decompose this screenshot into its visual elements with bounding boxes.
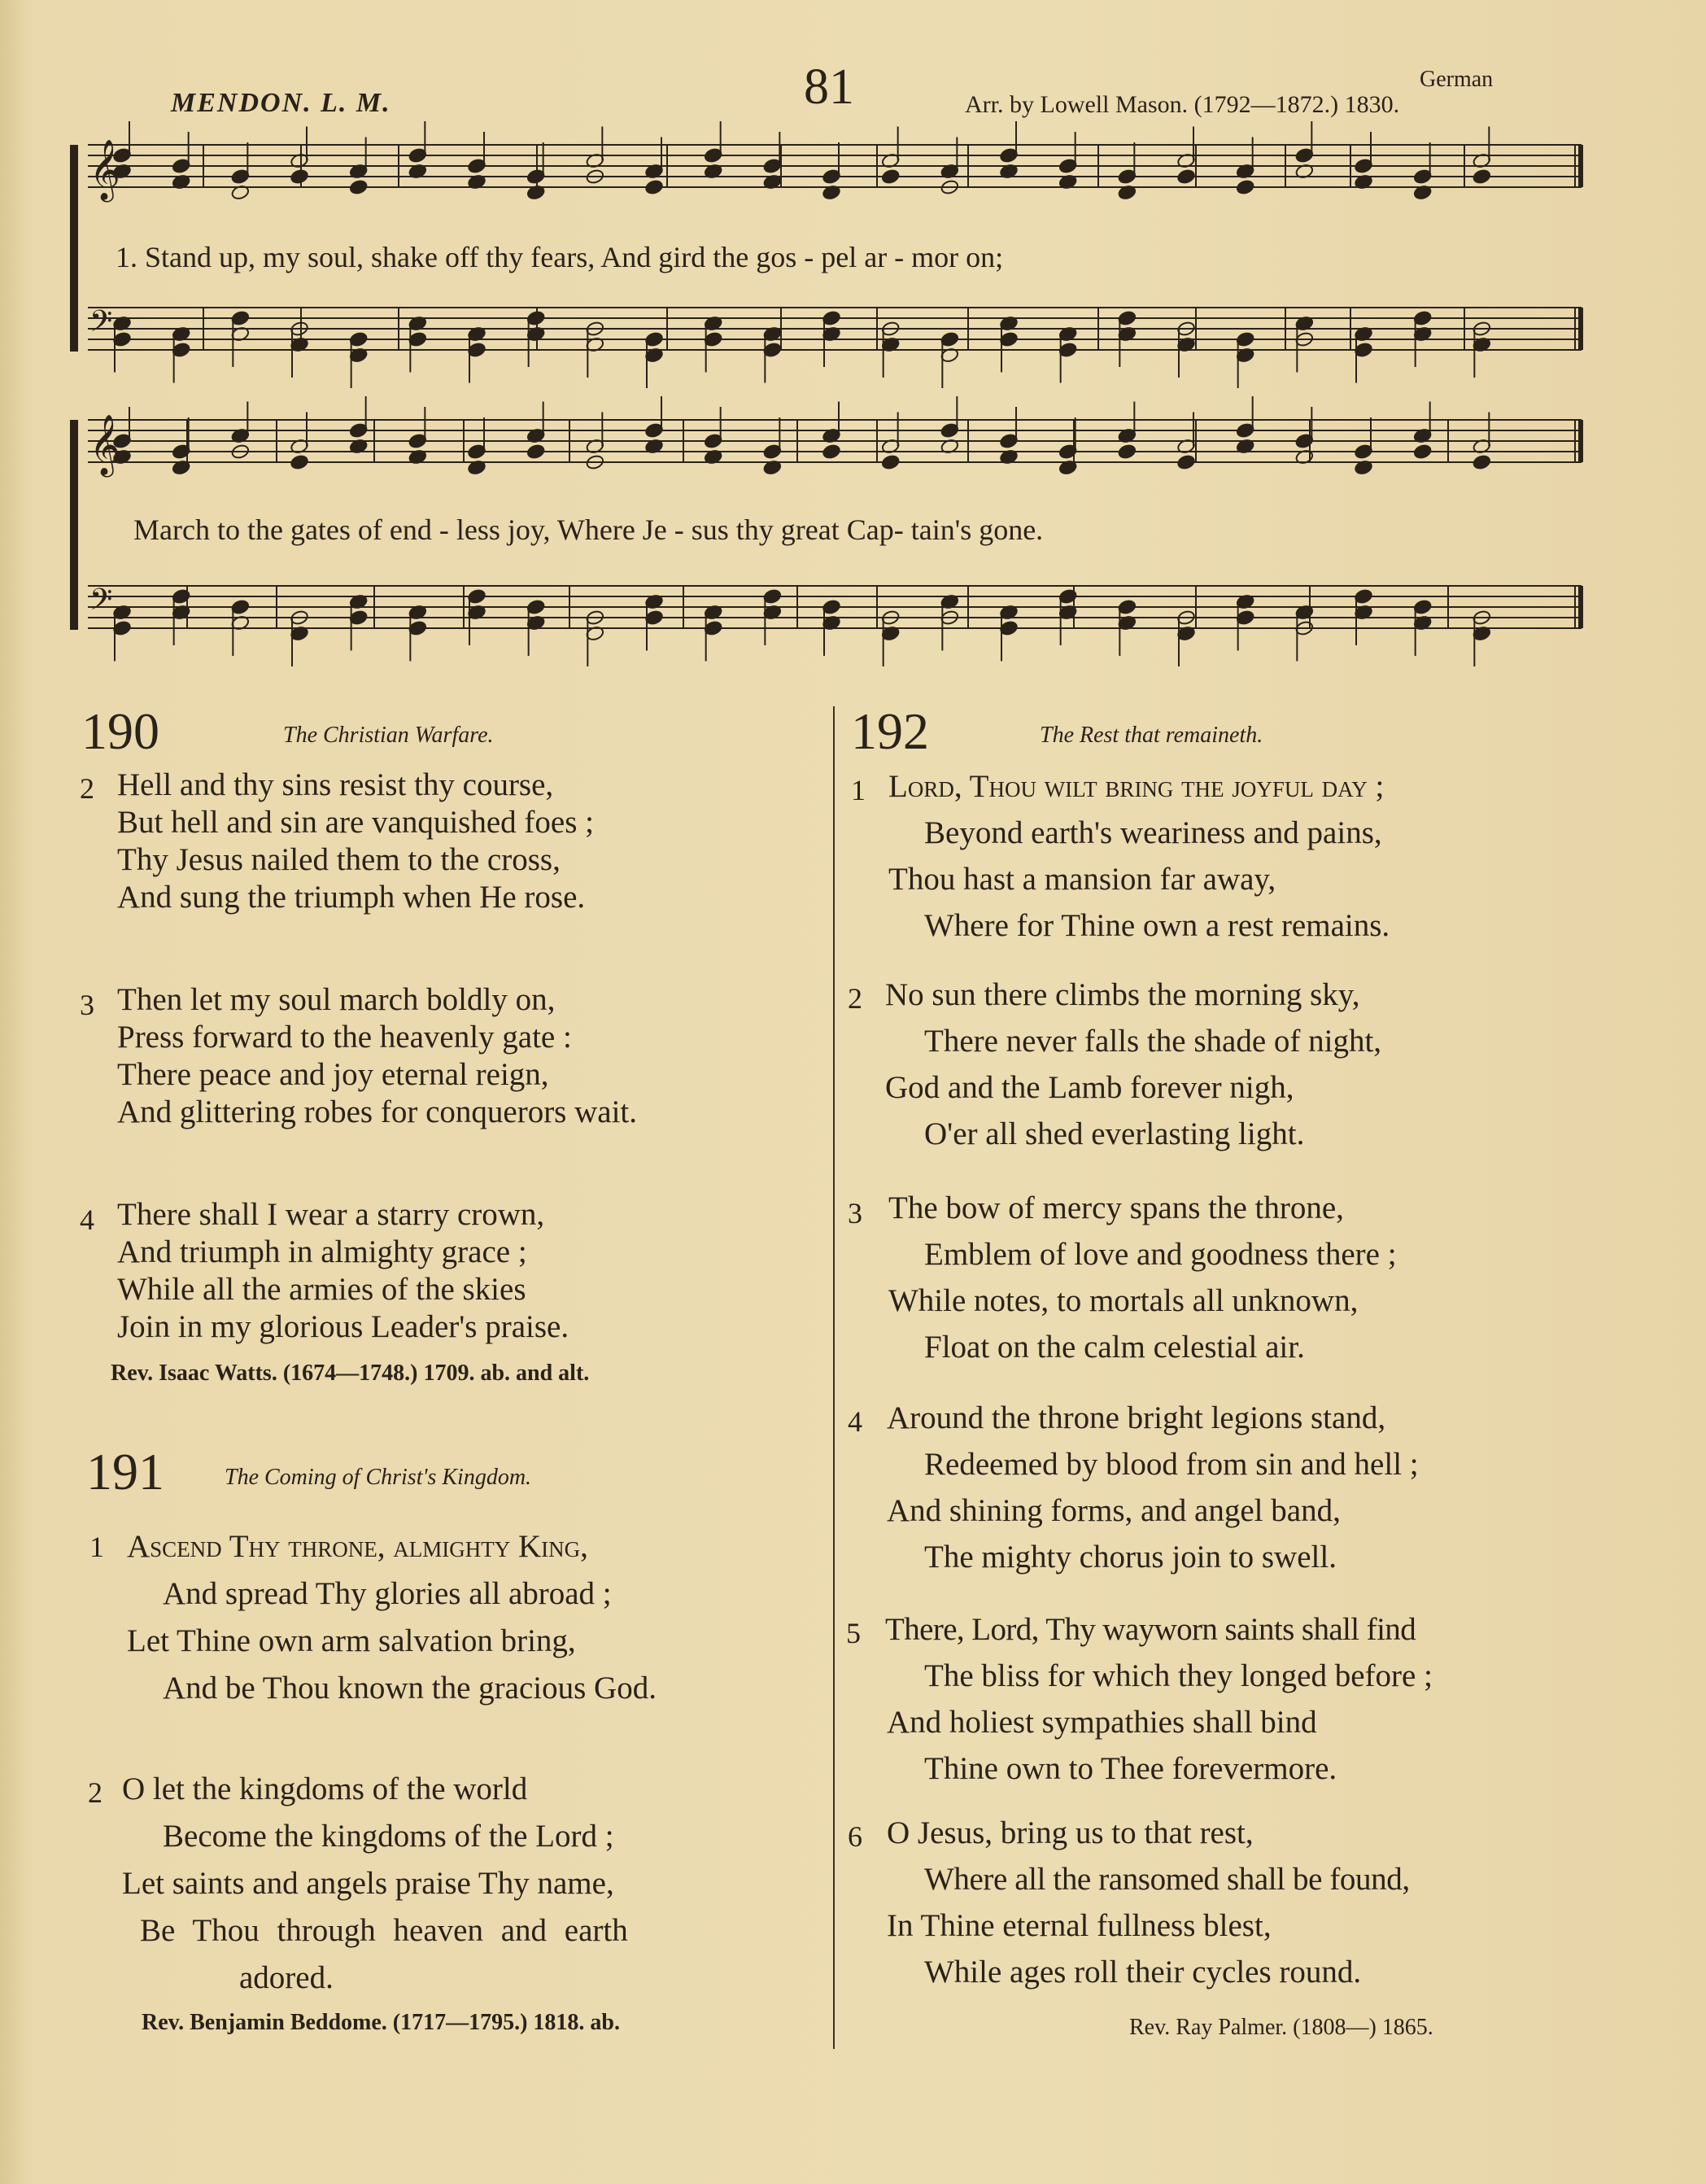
verse-line: Then let my soul march boldly on, xyxy=(117,982,556,1017)
verse-line: Let saints and angels praise Thy name, xyxy=(122,1866,614,1901)
verse-line: The bliss for which they longed before ; xyxy=(924,1658,1433,1693)
verse-line: The bow of mercy spans the throne, xyxy=(888,1190,1344,1225)
note-head xyxy=(1176,168,1196,185)
lyric-line-2: March to the gates of end - less joy, Where Je - sus thy great Cap- tain's gone. xyxy=(133,513,1044,546)
treble-clef: 𝄞 xyxy=(89,415,120,475)
verse-number: 2 xyxy=(80,772,94,805)
verse-line: Thine own to Thee forevermore. xyxy=(924,1751,1337,1786)
bass-clef: 𝄢 xyxy=(89,304,113,346)
verse-number: 5 xyxy=(846,1617,861,1649)
note-head xyxy=(1118,443,1137,460)
system-brace xyxy=(70,145,78,352)
lyric-line-1: 1. Stand up, my soul, shake off thy fears, And gird the gos - pel ar - mor on; xyxy=(116,241,1004,273)
verse-line: And sung the triumph when He rose. xyxy=(117,880,586,915)
end-bar-thick xyxy=(1578,145,1583,187)
note-head xyxy=(881,454,901,470)
note-head xyxy=(881,168,901,185)
verse-line: But hell and sin are vanquished foes ; xyxy=(117,805,594,840)
verse-line: While all the armies of the skies xyxy=(117,1272,526,1307)
hymn-number: 192 xyxy=(851,702,929,760)
verse-line: Where all the ransomed shall be found, xyxy=(924,1862,1410,1897)
verse-number: 1 xyxy=(851,774,866,806)
note-head xyxy=(822,443,841,460)
note-head xyxy=(526,443,546,460)
note-head xyxy=(1473,168,1492,185)
hymn-title: The Rest that remaineth. xyxy=(1040,723,1263,748)
verse-line: Lord, Thou wilt bring the joyful day ; xyxy=(888,769,1385,804)
tune-name: MENDON. L. M. xyxy=(171,88,391,118)
note-head xyxy=(1413,443,1433,460)
verse-number: 1 xyxy=(89,1531,104,1563)
verse-line: Ascend Thy throne, almighty King, xyxy=(127,1529,588,1564)
note-head xyxy=(290,454,309,470)
end-bar-thick xyxy=(1578,308,1583,350)
verse-line: Be Thou through heaven and earth xyxy=(140,1913,628,1948)
verse-number: 2 xyxy=(848,982,862,1015)
verse-line: There shall I wear a starry crown, xyxy=(117,1197,545,1232)
verse-line: Let Thine own arm salvation bring, xyxy=(127,1623,576,1658)
hymn-title: The Christian Warfare. xyxy=(283,723,494,748)
verse-line: Hell and thy sins resist thy course, xyxy=(117,767,554,802)
verse-line: O Jesus, bring us to that rest, xyxy=(887,1815,1254,1850)
verse-line: Redeemed by blood from sin and hell ; xyxy=(924,1447,1419,1482)
verse-number: 4 xyxy=(80,1203,94,1236)
column-divider xyxy=(833,706,835,2049)
hymn-attribution: Rev. Ray Palmer. (1808—) 1865. xyxy=(1129,2015,1433,2040)
verse-line: While ages roll their cycles round. xyxy=(924,1955,1362,1990)
tune-origin: German xyxy=(1420,67,1494,92)
hymn-attribution: Rev. Isaac Watts. (1674—1748.) 1709. ab. and alt. xyxy=(111,1361,590,1386)
verse-number: 2 xyxy=(88,1776,103,1809)
verse-number: 3 xyxy=(848,1197,862,1230)
verse-number: 6 xyxy=(848,1820,862,1853)
verse-line: adored. xyxy=(239,1960,334,1995)
verse-number: 4 xyxy=(848,1405,862,1438)
verse-line: Emblem of love and goodness there ; xyxy=(924,1237,1397,1272)
verse-line: While notes, to mortals all unknown, xyxy=(888,1283,1359,1318)
verse-line: Around the throne bright legions stand, xyxy=(887,1400,1386,1435)
system-brace xyxy=(70,420,78,630)
note-head xyxy=(349,179,369,195)
hymn-number: 190 xyxy=(81,702,159,760)
music-score xyxy=(0,0,1706,684)
hymn-attribution: Rev. Benjamin Beddome. (1717—1795.) 1818. ab. xyxy=(142,2010,620,2035)
verse-line: Become the kingdoms of the Lord ; xyxy=(163,1819,614,1854)
verse-line: There never falls the shade of night, xyxy=(924,1024,1382,1059)
note-head xyxy=(1473,454,1492,470)
verse-line: God and the Lamb forever nigh, xyxy=(885,1070,1294,1105)
hymn-number: 191 xyxy=(86,1443,164,1500)
page-number: 81 xyxy=(804,59,854,115)
verse-line: And triumph in almighty grace ; xyxy=(117,1234,527,1269)
verse-line: And holiest sympathies shall bind xyxy=(887,1705,1317,1740)
verse-line: O'er all shed everlasting light. xyxy=(924,1116,1305,1151)
note-head xyxy=(290,168,309,185)
note-head xyxy=(1176,454,1196,470)
verse-line: Press forward to the heavenly gate : xyxy=(117,1020,572,1055)
verse-line: There peace and joy eternal reign, xyxy=(117,1057,549,1092)
verse-line: Float on the calm celestial air. xyxy=(924,1330,1305,1365)
verse-line: Where for Thine own a rest remains. xyxy=(924,908,1390,943)
verse-line: No sun there climbs the morning sky, xyxy=(885,977,1360,1012)
verse-number: 3 xyxy=(80,989,94,1021)
verse-line: There, Lord, Thy wayworn saints shall find xyxy=(885,1612,1416,1647)
verse-line: Thy Jesus nailed them to the cross, xyxy=(117,842,561,877)
verse-line: O let the kingdoms of the world xyxy=(122,1771,528,1806)
verse-line: In Thine eternal fullness blest, xyxy=(887,1908,1272,1943)
verse-line: And shining forms, and angel band, xyxy=(887,1493,1341,1528)
verse-line: Beyond earth's weariness and pains, xyxy=(924,815,1382,850)
verse-line: And be Thou known the gracious God. xyxy=(163,1671,657,1706)
arranger-credit: Arr. by Lowell Mason. (1792—1872.) 1830. xyxy=(965,91,1400,118)
treble-clef: 𝄞 xyxy=(89,140,120,200)
note-head xyxy=(644,179,664,195)
verse-line: And spread Thy glories all abroad ; xyxy=(163,1576,612,1611)
bass-clef: 𝄢 xyxy=(89,583,113,624)
verse-line: Join in my glorious Leader's praise. xyxy=(117,1309,569,1344)
end-bar-thick xyxy=(1578,420,1583,462)
verse-line: The mighty chorus join to swell. xyxy=(924,1540,1337,1575)
hymn-title: The Coming of Christ's Kingdom. xyxy=(225,1465,532,1490)
verse-line: Thou hast a mansion far away, xyxy=(888,862,1276,897)
end-bar-thick xyxy=(1578,586,1583,628)
verse-line: And glittering robes for conquerors wait. xyxy=(117,1094,638,1129)
note-head xyxy=(1236,179,1255,195)
